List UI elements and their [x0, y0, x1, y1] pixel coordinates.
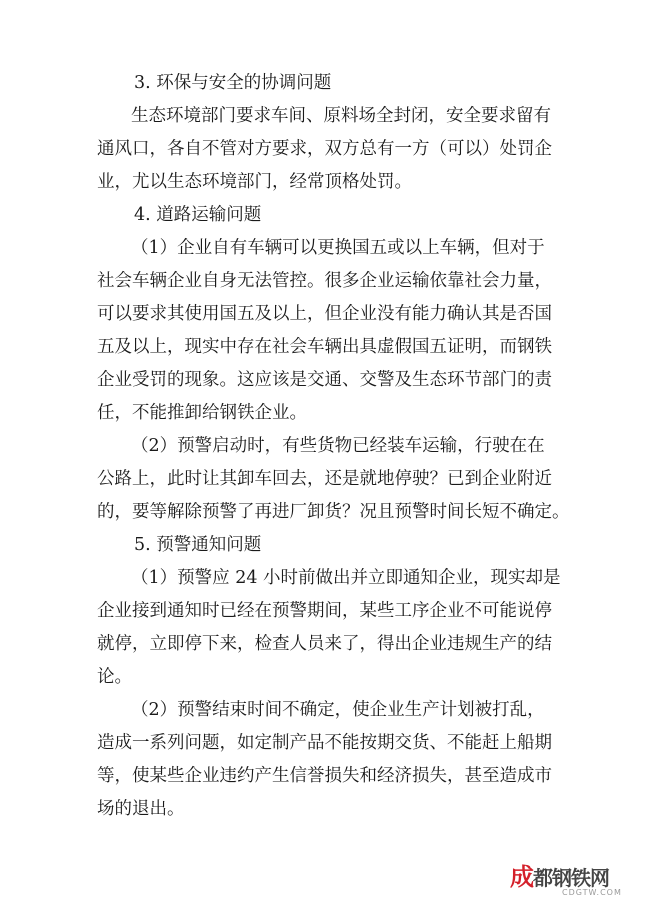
line-text: （2）预警启动时，有些货物已经装车运输，行驶在在 — [131, 436, 545, 456]
line-text: 场的退出。 — [97, 799, 185, 819]
paragraph-line — [0, 695, 648, 725]
line-text: 企业受罚的现象。这应该是交通、交警及生态环节部门的责 — [97, 370, 552, 390]
paragraph-line — [0, 794, 648, 824]
paragraph-line — [0, 398, 648, 428]
paragraph-line — [0, 299, 648, 329]
line-text: （1）预警应 24 小时前做出并立即通知企业，现实却是 — [131, 568, 561, 588]
paragraph-line — [0, 497, 648, 527]
line-text: 的，要等解除预警了再进厂卸货？况且预警时间长短不确定。 — [97, 502, 570, 522]
paragraph-line — [0, 431, 648, 461]
line-text: 公路上，此时让其卸车回去，还是就地停驶？已到企业附近 — [97, 469, 552, 489]
paragraph-line — [0, 101, 648, 131]
line-text: 社会车辆企业自身无法管控。很多企业运输依靠社会力量， — [97, 271, 552, 291]
line-text: 五及以上，现实中存在社会车辆出具虚假国五证明，而钢铁 — [97, 337, 552, 357]
paragraph-line — [0, 365, 648, 395]
heading-text: 5. 预警通知问题 — [134, 535, 262, 555]
paragraph-line — [0, 233, 648, 263]
line-text: 等，使某些企业违约产生信誉损失和经济损失，甚至造成市 — [97, 766, 552, 786]
paragraph-line — [0, 662, 648, 692]
line-text: （2）预警结束时间不确定，使企业生产计划被打乱， — [131, 700, 545, 720]
line-text: 就停，立即停下来，检查人员来了，得出企业违规生产的结 — [97, 634, 552, 654]
line-text: 任，不能推卸给钢铁企业。 — [97, 403, 307, 423]
paragraph-line — [0, 761, 648, 791]
line-text: 生态环境部门要求车间、原料场全封闭，安全要求留有 — [131, 106, 551, 126]
line-text: 论。 — [97, 667, 132, 687]
line-text: 造成一系列问题，如定制产品不能按期交货、不能赶上船期 — [97, 733, 552, 753]
paragraph-line — [0, 728, 648, 758]
watermark-name — [510, 864, 609, 890]
paragraph-line — [0, 332, 648, 362]
site-watermark-logo — [500, 864, 630, 898]
paragraph-line — [0, 563, 648, 593]
line-text: 通风口，各自不管对方要求，双方总有一方（可以）处罚企 — [97, 139, 552, 159]
line-text: 业，尤以生态环境部门，经常顶格处罚。 — [97, 172, 412, 192]
paragraph-line — [0, 629, 648, 659]
line-text: 可以要求其使用国五及以上，但企业没有能力确认其是否国 — [97, 304, 552, 324]
watermark-rest-chars: 都钢铁网 — [533, 866, 609, 890]
watermark-first-char: 成 — [510, 863, 533, 891]
watermark-domain: CDGTW.COM — [562, 888, 622, 897]
paragraph-line — [0, 464, 648, 494]
paragraph-line — [0, 596, 648, 626]
heading-text: 4. 道路运输问题 — [134, 205, 262, 225]
line-text: 企业接到通知时已经在预警期间，某些工序企业不可能说停 — [97, 601, 552, 621]
heading-text: 3. 环保与安全的协调问题 — [134, 73, 332, 93]
line-text: （1）企业自有车辆可以更换国五或以上车辆，但对于 — [131, 238, 545, 258]
section-heading — [0, 68, 648, 98]
section-heading — [0, 200, 648, 230]
paragraph-line — [0, 134, 648, 164]
section-heading — [0, 530, 648, 560]
paragraph-line — [0, 266, 648, 296]
paragraph-line — [0, 167, 648, 197]
